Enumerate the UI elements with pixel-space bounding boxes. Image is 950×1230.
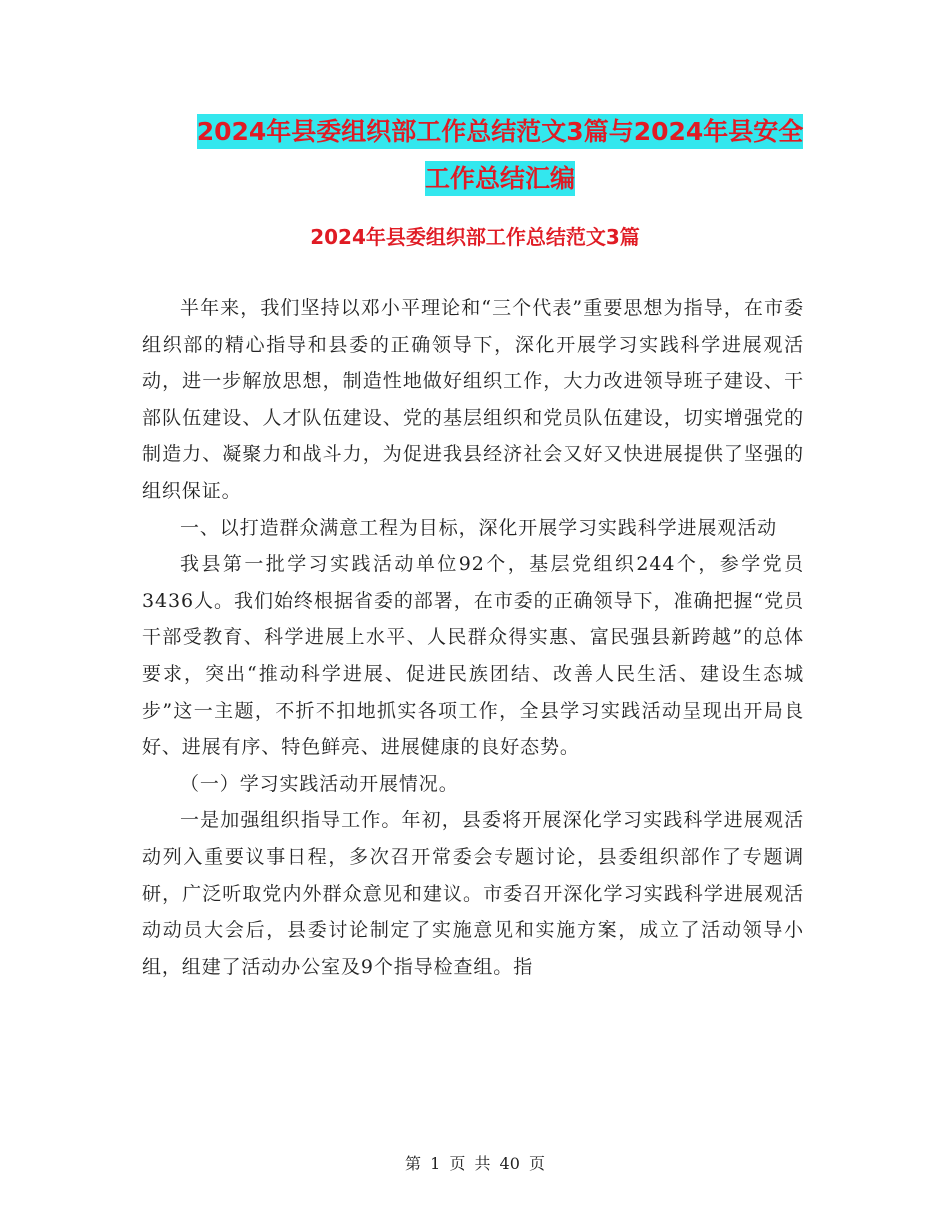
paragraph-organization: 一是加强组织指导工作。年初，县委将开展深化学习实践科学进展观活动列入重要议事日程，多次召开常委会专题讨论，县委组织部作了专题调研，广泛听取党内外群众意见和建议。市委召开深化学习实践科学进展观活动动员大会后，县委讨论制定了实施意见和实施方案，成立了活动领导小组，组建了活动办公室及9个指导检查组。指: [142, 809, 804, 978]
section-title: 2024年县委组织部工作总结范文3篇: [310, 225, 640, 249]
title-line-1: 2024年县委组织部工作总结范文3篇与2024年县安全: [197, 114, 804, 149]
document-body: [142, 290, 804, 985]
paragraph-subheading-1: （一）学习实践活动开展情况。: [180, 772, 459, 795]
page-footer: 第 1 页 共 40 页: [405, 1154, 545, 1173]
paragraph-heading-1: 一、以打造群众满意工程为目标，深化开展学习实践科学进展观活动: [180, 516, 778, 539]
paragraph-statistics: 我县第一批学习实践活动单位92个，基层党组织244个，参学党员3436人。我们始终根据省委的部署，在市委的正确领导下，准确把握“党员干部受教育、科学进展上水平、人民群众得实惠、富民强县新跨越”的总体要求，突出“推动科学进展、促进民族团结、改善人民生活、建设生态城步”这一主题，不折不扣地抓实各项工作，全县学习实践活动呈现出开局良好、进展有序、特色鲜亮、进展健康的良好态势。: [142, 553, 804, 759]
title-line-2: 工作总结汇编: [425, 161, 575, 196]
paragraph-intro: 半年来，我们坚持以邓小平理论和“三个代表”重要思想为指导，在市委组织部的精心指导和县委的正确领导下，深化开展学习实践科学进展观活动，进一步解放思想，制造性地做好组织工作，大力改进领导班子建设、干部队伍建设、人才队伍建设、党的基层组织和党员队伍建设，切实增强党的制造力、凝聚力和战斗力，为促进我县经济社会又好又快进展提供了坚强的组织保证。: [142, 297, 804, 502]
document-title: [150, 108, 850, 202]
